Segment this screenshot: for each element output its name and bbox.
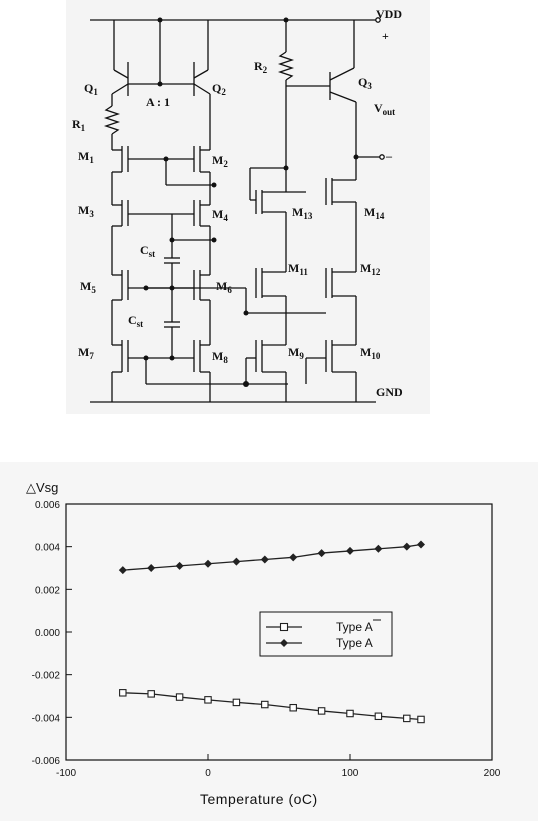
m14-label: $M_{14}$ <box>364 205 385 221</box>
y-tick-label: 0.004 <box>34 542 60 554</box>
y-tick-label: -0.004 <box>31 713 60 725</box>
m10-label: $M_{10}$ <box>360 345 381 361</box>
vout-label: $V_{out}$ <box>374 101 396 117</box>
data-point-square <box>205 697 211 703</box>
y-tick-label: -0.002 <box>31 670 60 682</box>
r1-label: $R_1$ <box>72 117 86 133</box>
y-axis-title: △Vsg <box>26 480 59 495</box>
cst-upper-label: $C_{st}$ <box>140 243 156 259</box>
data-point-diamond <box>261 555 269 563</box>
m13-label: $M_{13}$ <box>292 205 313 221</box>
data-point-diamond <box>289 553 297 561</box>
q1-label: $Q_1$ <box>84 81 98 97</box>
legend-label-a: Type A <box>336 636 373 650</box>
r2-label: $R_2$ <box>254 59 268 75</box>
data-point-diamond <box>232 558 240 566</box>
legend-label-abar: Type A <box>336 620 373 634</box>
data-point-square <box>347 710 353 716</box>
m12-label: $M_{12}$ <box>360 261 381 277</box>
m11-label: $M_{11}$ <box>288 261 308 277</box>
y-tick-label: 0.000 <box>34 628 60 639</box>
data-point-diamond <box>204 560 212 568</box>
m7-label: $M_7$ <box>78 345 94 361</box>
data-point-square <box>404 715 410 721</box>
data-point-square <box>418 716 424 722</box>
schematic-wires <box>90 18 384 402</box>
data-point-diamond <box>374 545 382 553</box>
cst-lower-label: $C_{st}$ <box>128 313 144 329</box>
y-tick-label: 0.006 <box>34 500 60 511</box>
x-tick-label: 0 <box>205 768 211 779</box>
vdd-plus-label: + <box>382 29 389 43</box>
y-tick-label: 0.002 <box>34 585 60 597</box>
m3-label: $M_3$ <box>78 203 94 219</box>
q2-label: $Q_2$ <box>212 81 226 97</box>
vdd-label: VDD <box>376 7 402 21</box>
x-axis-title: Temperature (oC) <box>200 791 318 807</box>
data-point-square <box>290 705 296 711</box>
x-tick-label: 100 <box>341 768 359 779</box>
q3-label: $Q_3$ <box>358 75 372 91</box>
data-point-square <box>148 691 154 697</box>
vout-minus-label: – <box>386 149 392 163</box>
m4-label: $M_4$ <box>212 207 228 223</box>
data-point-diamond <box>403 543 411 551</box>
m8-label: $M_8$ <box>212 349 228 365</box>
y-tick-label: -0.006 <box>31 756 60 767</box>
data-point-square <box>262 701 268 707</box>
data-point-square <box>120 690 126 696</box>
m2-label: $M_2$ <box>212 153 228 169</box>
m1-label: $M_1$ <box>78 149 94 165</box>
data-point-diamond <box>318 549 326 557</box>
data-point-diamond <box>417 541 425 549</box>
ratio-label: A : 1 <box>146 95 170 109</box>
data-point-diamond <box>176 562 184 570</box>
data-point-diamond <box>346 547 354 555</box>
data-point-square <box>176 694 182 700</box>
data-point-diamond <box>119 566 127 574</box>
data-point-square <box>375 713 381 719</box>
m9-label: $M_9$ <box>288 345 304 361</box>
data-point-square <box>318 708 324 714</box>
legend-marker-abar <box>281 624 288 631</box>
m5-label: $M_5$ <box>80 279 96 295</box>
data-point-square <box>233 699 239 705</box>
gnd-label: GND <box>376 385 403 399</box>
m6-label: $M_6$ <box>216 279 232 295</box>
x-tick-label: -100 <box>55 768 77 779</box>
x-tick-label: 200 <box>483 768 501 779</box>
data-point-diamond <box>147 564 155 572</box>
legend <box>260 612 392 656</box>
circuit-schematic <box>66 0 430 414</box>
vsg-temperature-chart <box>0 462 538 821</box>
